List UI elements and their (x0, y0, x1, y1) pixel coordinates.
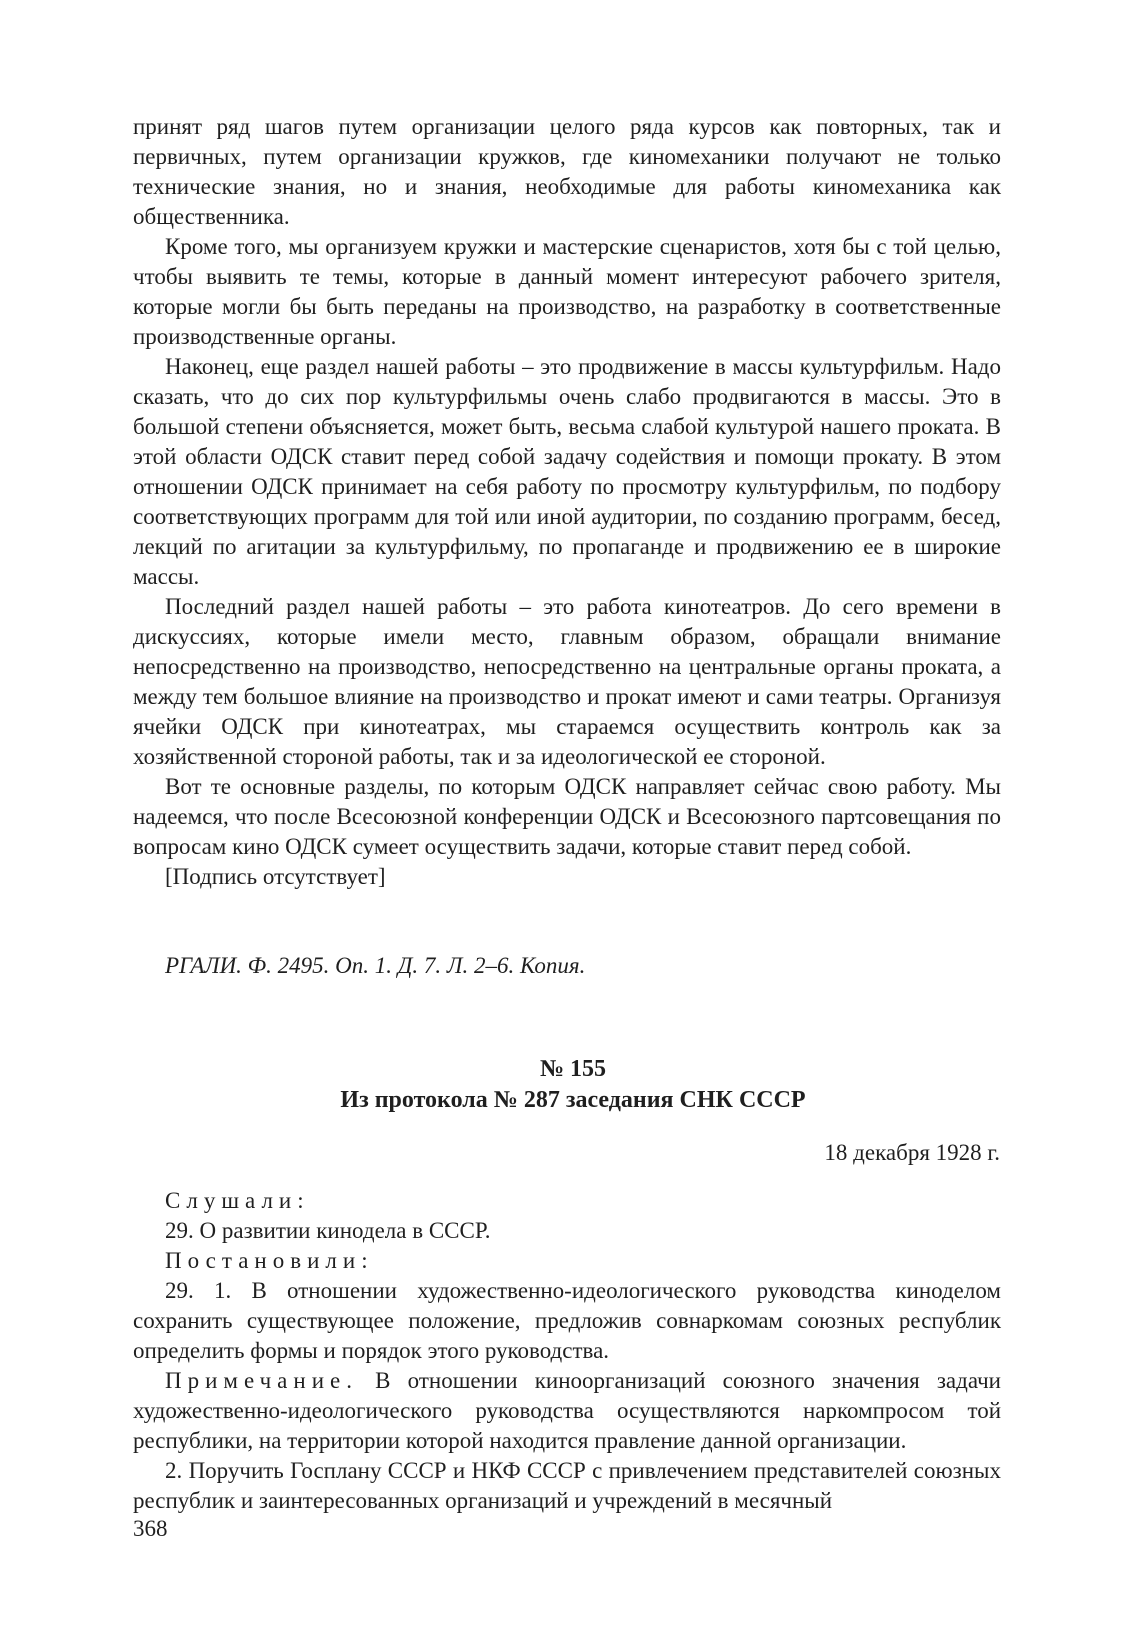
resolved-label: Постановили: (165, 1248, 374, 1273)
document-title: Из протокола № 287 заседания СНК СССР (340, 1087, 806, 1113)
lower-body-text (133, 1186, 1001, 1516)
note-text: В отношении киноорганизаций союзного значения задачи художественно-идеологического руководства осуществляются наркомпросом той республики, на территории которой находится правление данной организации. (133, 1368, 1001, 1453)
paragraph-cinemas: Последний раздел нашей работы – это работа кинотеатров. До сего времени в дискуссиях, которые имели место, главным образом, обращали внимание непосредственно на производство, непосредственно на центральные органы проката, а между тем большое влияние на производство и прокат имеют и сами театры. Организуя ячейки ОДСК при кинотеатрах, мы стараемся осуществить контроль как за хозяйственной стороной работы, так и за идеологической ее стороной. (133, 594, 1001, 769)
upper-body-text (133, 112, 1001, 892)
resolution-note (133, 1366, 1001, 1456)
page-number: 368 (133, 1516, 168, 1541)
signature-note: [Подпись отсутствует] (165, 864, 386, 889)
paragraph-culturfilms: Наконец, еще раздел нашей работы – это продвижение в массы культурфильм. Надо сказать, что до сих пор культурфильмы очень слабо продвигаются в массы. Это в большой степени объясняется, может быть, весьма слабой культурой нашего проката. В этой области ОДСК ставит перед собой задачу содействия и помощи прокату. В этом отношении ОДСК принимает на себя работу по просмотру культурфильм, по подбору соответствующих программ для той или иной аудитории, по созданию программ, бесед, лекций по агитации за культурфильму, по пропаганде и продвижению ее в широкие массы. (133, 354, 1001, 589)
paragraph-continuation: принят ряд шагов путем организации целого ряда курсов как повторных, так и первичных, путем организации кружков, где киномеханики получают не только технические знания, но и знания, необходимые для работы киномеханика как общественника. (133, 114, 1001, 229)
note-label: Примечание. (165, 1368, 358, 1393)
document-number: № 155 (539, 1056, 607, 1082)
paragraph-scriptwriters: Кроме того, мы организуем кружки и мастерские сценаристов, хотя бы с той целью, чтобы выявить те темы, которые в данный момент интересуют рабочего зрителя, которые могли бы быть переданы на производство, на разработку в соответственные производственные органы. (133, 234, 1001, 349)
heard-item: 29. О развитии киноделa в СССР. (165, 1218, 491, 1243)
resolution-item-2: 2. Поручить Госплану СССР и НКФ СССР с привлечением представителей союзных республик и заинтересованных организаций и учреждений в месячный (133, 1458, 1001, 1513)
resolution-item-1: 29. 1. В отношении художественно-идеологического руководства киноделом сохранить существующее положение, предложив совнаркомам союзных республик определить формы и порядок этого руководства. (133, 1278, 1001, 1363)
document-date: 18 декабря 1928 г. (824, 1140, 1000, 1165)
paragraph-conclusion: Вот те основные разделы, по которым ОДСК направляет сейчас свою работу. Мы надеемся, что после Всесоюзной конференции ОДСК и Всесоюзного партсовещания по вопросам кино ОДСК сумеет осуществить задачи, которые ставит перед собой. (133, 774, 1001, 859)
archive-reference: РГАЛИ. Ф. 2495. Оп. 1. Д. 7. Л. 2–6. Копия. (165, 953, 586, 978)
heard-label: Слушали: (165, 1188, 310, 1213)
